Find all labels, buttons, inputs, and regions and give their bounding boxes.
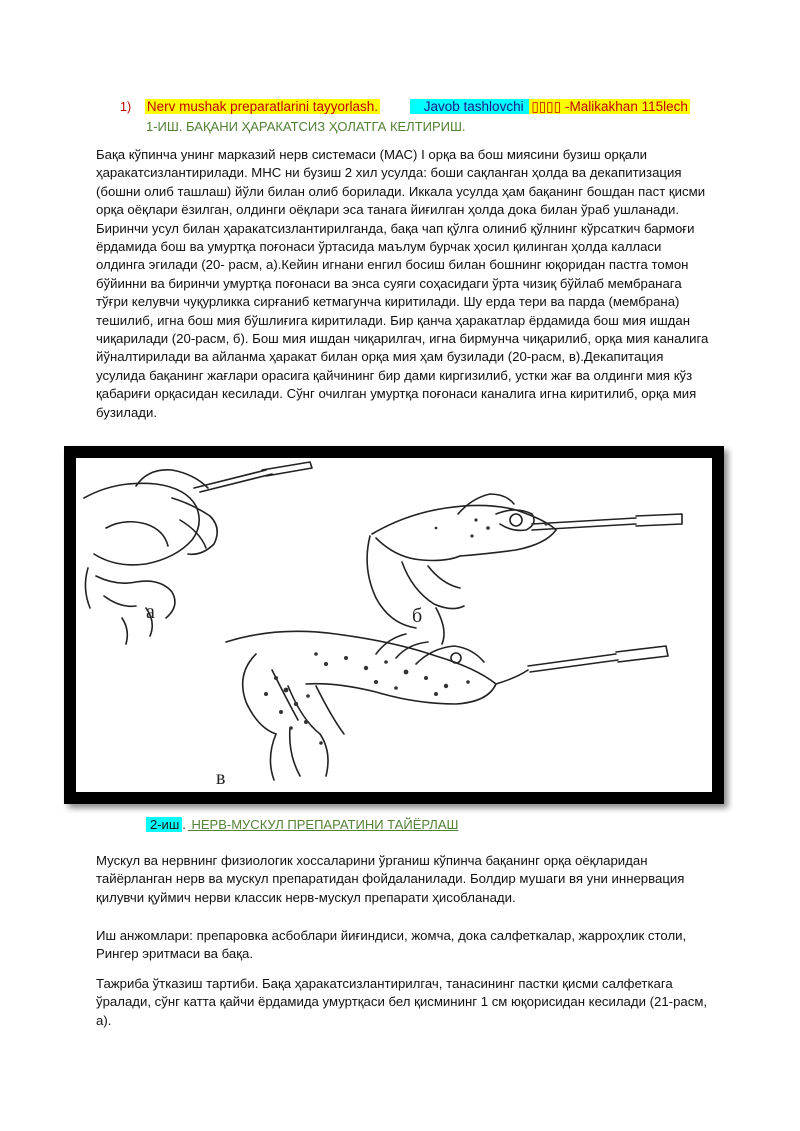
figure-label-a: а (146, 601, 155, 623)
figure-label-b: б (412, 605, 423, 627)
figure-frog-immobilization (64, 446, 724, 804)
task-heading (120, 97, 690, 117)
subheading-task-1: 1-ИШ. БАҚАНИ ҲАРАКАТСИЗ ҲОЛАТГА КЕЛТИРИШ. (146, 119, 466, 134)
answerer-name: -Malikakhan 115lech (565, 99, 688, 114)
paragraph-immobilization: Бақа кўпинча унинг марказий нерв системаси (МАС) I орқа ва бош миясини бузиш орқали ҳаракатсизлантирилади. МНС ни бузиш 2 хил усулда: боши сақланган ҳолда ва декапитизация (бошни олиб ташлаш) йўли билан олиб борилади. Иккала усулда ҳам бақанинг бошдан паст қисми орқа оёқлари ёзилган, олдинги оёқлари эса танага йиғилган ҳолда дока билан ўраб ушланади. Биринчи усул билан ҳаракатсизлантирилганда, бақа чап қўлга олиниб қўлнинг кўрсаткич бармоғи ёрдамида бош ва умуртқа поғонаси ўртасида маълум бурчак ҳосил қилинган ҳолда калласи олдинга эгилади (20- расм, а).Кейин игнани енгил босиш билан бошнинг юқоридан пастга томон бўйинни ва биринчи умуртқа поғонаси ва энса суяги соҳасидаги ўрта чизиқ бўйлаб мембранага тўғри келувчи чуқурликка сирғаниб кетмагунча киритилади. Шу ерда тери ва парда (мембрана) тешилиб, игна бош мия бўшлиғига киритилади. Бир қанча ҳаракатлар ёрдамида бош мия ишдан чиқарилади (20-расм, б). Бош мия ишдан чиқарилгач, игна бирмунча чиқарилиб, орқа мия каналига йўналтирилади ва айланма ҳаракат билан орқа мия ҳам бузилади (20-расм, в).Декапитация усулида бақанинг жағлари орасига қайчининг бир дами киргизилиб, устки жағ ва олдинги мия кўз қабариғи орқасидан кесилади. Сўнг очилган умуртқа поғонаси каналига игна киритилиб, орқа мия бузилади. (96, 147, 709, 420)
paragraph-equipment: Иш анжомлари: препаровка асбоблари йиғиндиси, жомча, дока салфеткалар, жарроҳлик столи, Рингер эритмаси ва бақа. (96, 928, 687, 962)
paragraph-procedure: Тажриба ўтказиш тартиби. Бақа ҳаракатсизлантирилгач, танасининг пастки қисми салфеткага ўралади, сўнг катта қайчи ёрдамида умуртқаси бел қисмининг 1 см юқорисидан кесилади (21-расм, а). (96, 976, 708, 1028)
figure-label-v: в (216, 767, 226, 789)
section-2-title: НЕРВ-МУСКУЛ ПРЕПАРАТИНИ ТАЙЁРЛАШ (187, 817, 459, 832)
panel-v-stipple (264, 652, 470, 745)
section-2-heading (146, 816, 458, 834)
section-2-label: 2-иш (146, 817, 182, 832)
frog-illustration (76, 458, 712, 792)
task-topic: Nerv mushak preparatlarini tayyorlash. (146, 99, 378, 114)
answerer-glyphs: ▯▯▯▯ (531, 99, 562, 114)
task-number: 1) (120, 100, 132, 114)
paragraph-nerve-muscle: Мускул ва нервнинг физиологик хоссаларини ўрганиш кўпинча бақанинг орқа оёқларидан тайёрланган нерв ва мускул препаратидан фойдаланилади. Болдир мушаги вя уни иннервация қилувчи қуймич нерви классик нерв-мускул препарати ҳисобланади. (96, 853, 685, 905)
panel-a-drawing (84, 462, 312, 644)
panel-v-drawing (226, 631, 668, 780)
answerer-label: Javob tashlovchi (410, 99, 530, 114)
section-2-separator: . (182, 817, 186, 832)
